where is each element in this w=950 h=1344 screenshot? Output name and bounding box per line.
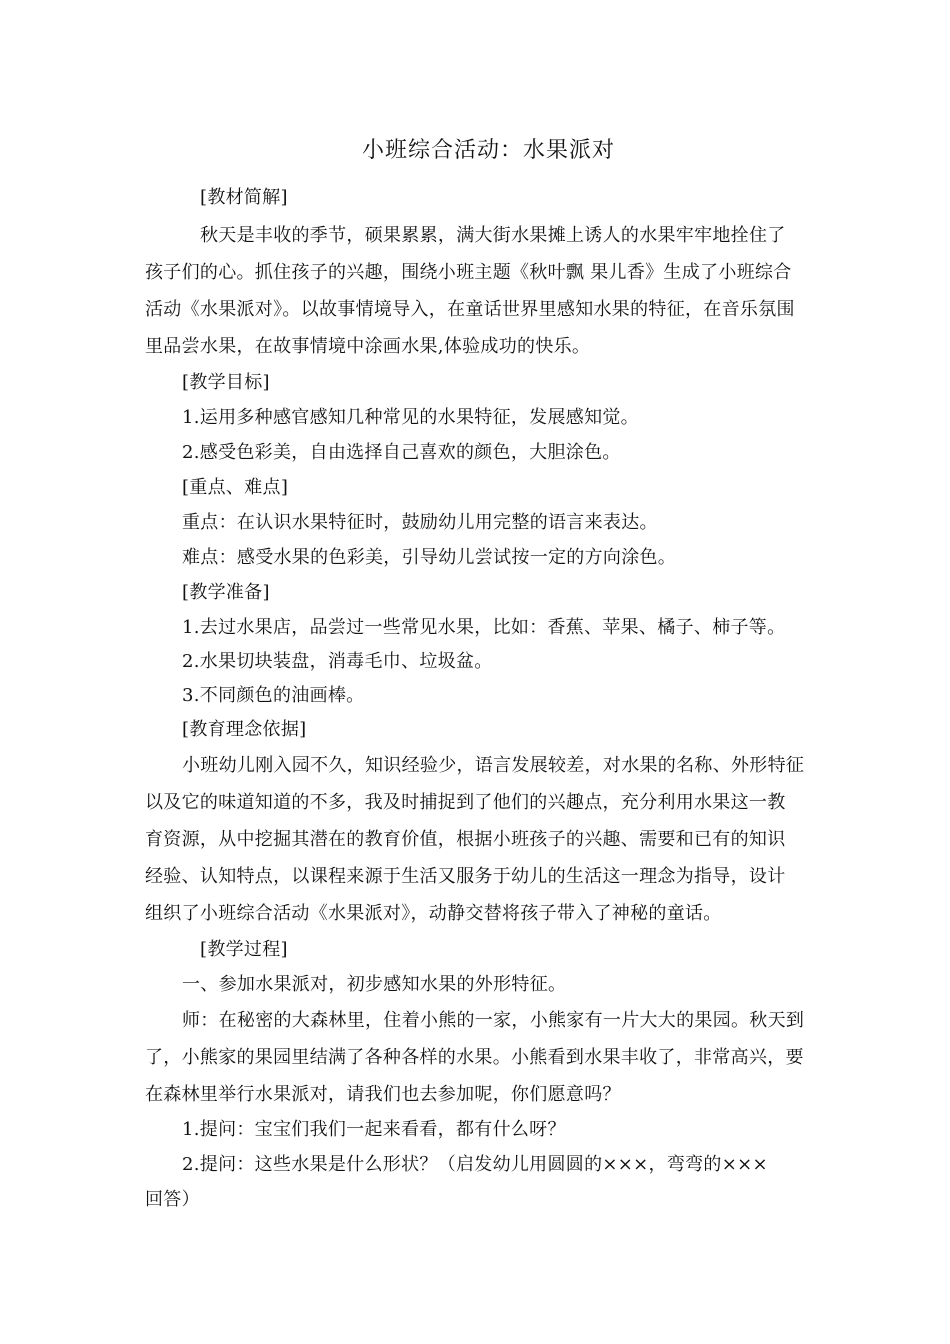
section-heading-goals: [教学目标] xyxy=(182,372,270,393)
section-heading-key-points: [重点、难点] xyxy=(182,477,289,498)
list-item: 2.感受色彩美，自由选择自己喜欢的颜色，大胆涂色。 xyxy=(182,442,621,463)
paragraph-line: 育资源，从中挖掘其潜在的教育价值，根据小班孩子的兴趣、需要和已有的知识 xyxy=(145,829,786,850)
paragraph-line: 活动《水果派对》。以故事情境导入，在童话世界里感知水果的特征，在音乐氛围 xyxy=(145,299,795,320)
list-item: 2.提问：这些水果是什么形状？（启发幼儿用圆圆的×××，弯弯的××× xyxy=(182,1154,768,1175)
paragraph-line: 师：在秘密的大森林里，住着小熊的一家，小熊家有一片大大的果园。秋天到 xyxy=(182,1010,805,1031)
paragraph-line: 里品尝水果，在故事情境中涂画水果,体验成功的快乐。 xyxy=(145,336,591,357)
section-heading-materials: [教材简解] xyxy=(200,187,288,208)
list-item: 2.水果切块装盘，消毒毛巾、垃圾盆。 xyxy=(182,651,493,672)
paragraph-line: 了，小熊家的果园里结满了各种各样的水果。小熊看到水果丰收了，非常高兴，要 xyxy=(145,1047,804,1068)
list-item: 1.运用多种感官感知几种常见的水果特征，发展感知觉。 xyxy=(182,407,639,428)
step-heading: 一、参加水果派对，初步感知水果的外形特征。 xyxy=(182,974,567,995)
paragraph-line: 孩子们的心。抓住孩子的兴趣，围绕小班主题《秋叶飘 果儿香》生成了小班综合 xyxy=(145,262,792,283)
paragraph-line: 回答） xyxy=(145,1189,200,1210)
paragraph-line: 秋天是丰收的季节，硕果累累，满大街水果摊上诱人的水果牢牢地拴住了 xyxy=(200,225,786,246)
section-heading-process: [教学过程] xyxy=(200,939,288,960)
section-heading-preparation: [教学准备] xyxy=(182,582,270,603)
paragraph-line: 以及它的味道知道的不多，我及时捕捉到了他们的兴趣点，充分利用水果这一教 xyxy=(145,792,786,813)
paragraph-line: 在森林里举行水果派对，请我们也去参加呢，你们愿意吗？ xyxy=(145,1084,621,1105)
paragraph-line: 小班幼儿刚入园不久，知识经验少，语言发展较差，对水果的名称、外形特征 xyxy=(182,755,805,776)
section-heading-rationale: [教育理念依据] xyxy=(182,719,307,740)
key-point-line: 重点：在认识水果特征时，鼓励幼儿用完整的语言来表达。 xyxy=(182,512,658,533)
list-item: 3.不同颜色的油画棒。 xyxy=(182,685,365,706)
page-title: 小班综合活动：水果派对 xyxy=(362,138,616,163)
paragraph-line: 组织了小班综合活动《水果派对》，动静交替将孩子带入了神秘的童话。 xyxy=(145,903,722,924)
difficulty-line: 难点：感受水果的色彩美，引导幼儿尝试按一定的方向涂色。 xyxy=(182,547,677,568)
list-item: 1.去过水果店，品尝过一些常见水果，比如：香蕉、苹果、橘子、柿子等。 xyxy=(182,617,786,638)
paragraph-line: 经验、认知特点，以课程来源于生活又服务于幼儿的生活这一理念为指导，设计 xyxy=(145,866,786,887)
list-item: 1.提问：宝宝们我们一起来看看，都有什么呀？ xyxy=(182,1119,566,1140)
